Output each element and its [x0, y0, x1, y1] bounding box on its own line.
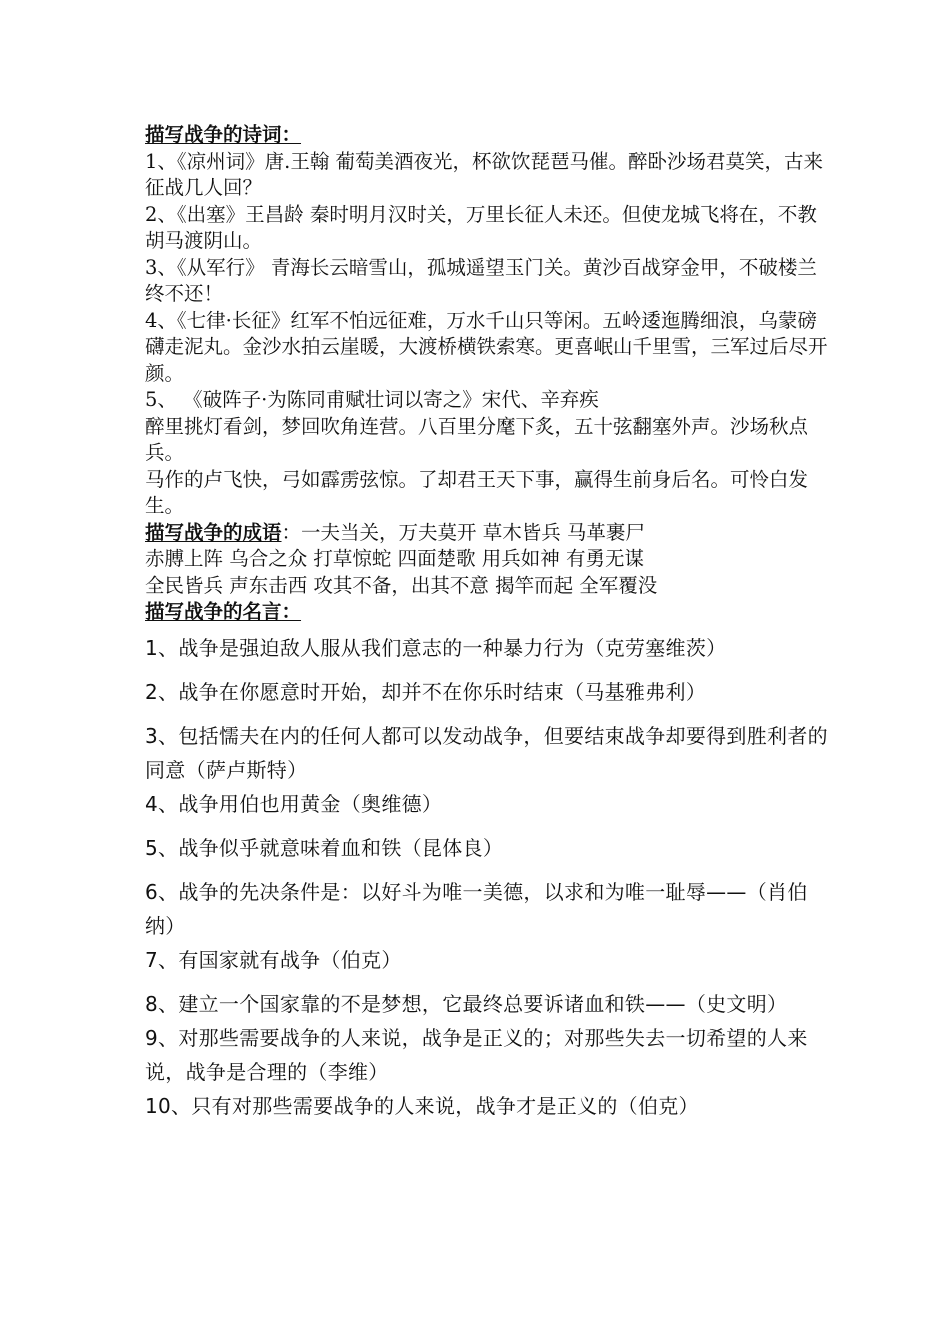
poem-line: 马作的卢飞快，弓如霹雳弦惊。了却君王天下事，赢得生前身后名。可怜白发生。: [145, 467, 809, 517]
poem-line: 1、《凉州词》唐.王翰 葡萄美酒夜光，杯欲饮琵琶马催。醉卧沙场君莫笑，古来征战几人回？: [145, 149, 824, 199]
quote-item: 7、有国家就有战争（伯克）: [145, 947, 402, 972]
quotes-heading: [145, 600, 301, 623]
idioms-line-3: 全民皆兵 声东击西 攻其不备，出其不意 揭竿而起 全军覆没: [145, 573, 658, 597]
quote-item: 1、战争是强迫敌人服从我们意志的一种暴力行为（克劳塞维茨）: [145, 635, 727, 660]
quote-item: 3、包括懦夫在内的任何人都可以发动战争，但要结束战争却要得到胜利者的同意（萨卢斯特）: [145, 723, 828, 782]
quote-item: 10、只有对那些需要战争的人来说，战争才是正义的（伯克）: [145, 1093, 699, 1118]
quote-item: 6、战争的先决条件是：以好斗为唯一美德，以求和为唯一耻辱——（肖伯纳）: [145, 879, 808, 938]
poems-heading: 描写战争的诗词：: [145, 123, 302, 146]
document-page: [145, 122, 835, 1123]
poem-line: 5、 《破阵子·为陈同甫赋壮词以寄之》宋代、辛弃疾: [145, 388, 599, 411]
idioms-first-line: ：一夫当关，万夫莫开 草木皆兵 马革裹尸: [281, 520, 645, 544]
idioms-line: [145, 520, 835, 547]
poem-line: 3、《从军行》 青海长云暗雪山，孤城遥望玉门关。黄沙百战穿金甲，不破楼兰终不还！: [145, 255, 817, 305]
quote-item: 2、战争在你愿意时开始，却并不在你乐时结束（马基雅弗利）: [145, 679, 707, 704]
quote-item: 5、战争似乎就意味着血和铁（昆体良）: [145, 835, 504, 860]
quote-item: 4、战争用伯也用黄金（奥维德）: [145, 791, 443, 816]
idioms-heading: 描写战争的成语: [145, 520, 282, 544]
quotes-heading-suffix: ：: [281, 600, 302, 623]
quotes-heading-text: 描写战争的名言: [145, 600, 282, 623]
poem-line: 醉里挑灯看剑，梦回吹角连营。八百里分麾下炙，五十弦翻塞外声。沙场秋点兵。: [145, 414, 809, 464]
quote-item: 9、对那些需要战争的人来说，战争是正义的；对那些失去一切希望的人来说，战争是合理的（李维）: [145, 1025, 808, 1084]
poems-and-idioms-section: [145, 122, 835, 626]
quotes-heading-line: [145, 599, 835, 626]
quotes-list: [145, 631, 835, 1123]
idioms-line-2: 赤膊上阵 乌合之众 打草惊蛇 四面楚歌 用兵如神 有勇无谋: [145, 547, 644, 570]
poem-line: 4、《七律·长征》红军不怕远征难，万水千山只等闲。五岭逶迤腾细浪，乌蒙磅礴走泥丸。金沙水拍云崖暖，大渡桥横铁索寒。更喜岷山千里雪，三军过后尽开颜。: [145, 308, 828, 385]
poem-line: 2、《出塞》王昌龄 秦时明月汉时关，万里长征人未还。但使龙城飞将在，不教胡马渡阴山。: [145, 202, 817, 252]
quote-item: 8、建立一个国家靠的不是梦想，它最终总要诉诸血和铁——（史文明）: [145, 991, 788, 1016]
